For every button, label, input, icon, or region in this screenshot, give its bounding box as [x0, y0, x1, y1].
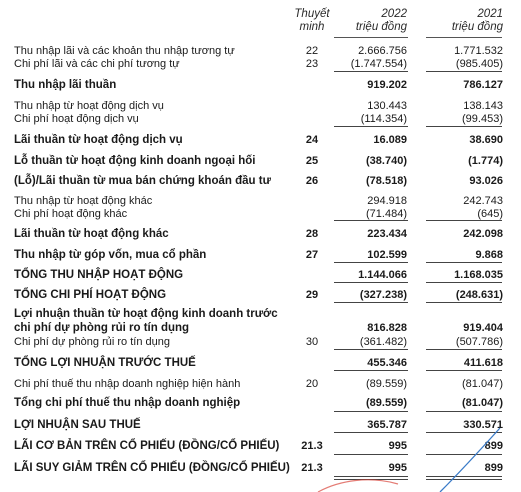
- row-note: 30: [305, 336, 319, 348]
- row-label: Chi phí dự phòng rủi ro tín dụng: [14, 336, 170, 348]
- value-2021: 899: [484, 462, 503, 474]
- value-2021: (1.774): [468, 155, 503, 167]
- value-2022: (38.740): [366, 155, 407, 167]
- year-2021-label: 2021: [477, 8, 503, 20]
- value-2022: (1.747.554): [350, 58, 407, 70]
- value-2022: 455.346: [367, 357, 407, 369]
- row-label: TỔNG THU NHẬP HOẠT ĐỘNG: [14, 269, 184, 281]
- value-2022: (89.559): [366, 397, 407, 409]
- value-2021: (81.047): [462, 378, 503, 390]
- value-2021: (248.631): [455, 289, 503, 301]
- row-label: TỔNG LỢI NHUẬN TRƯỚC THUẾ: [14, 357, 196, 369]
- value-2021: 411.618: [463, 357, 503, 369]
- row-note: 29: [305, 289, 319, 301]
- row-label: Thu nhập từ hoạt động dịch vụ: [14, 100, 164, 112]
- value-2022: 16.089: [373, 134, 407, 146]
- row-label: LỢI NHUẬN SAU THUẾ: [14, 419, 141, 431]
- row-label: TỔNG CHI PHÍ HOẠT ĐỘNG: [14, 289, 167, 301]
- note-header-line2: minh: [299, 21, 325, 33]
- value-2022: 294.918: [367, 195, 407, 207]
- row-note: 22: [305, 45, 319, 57]
- note-header-line1: Thuyết: [294, 8, 330, 20]
- value-2021: (507.786): [455, 336, 503, 348]
- value-2022: 995: [388, 462, 407, 474]
- value-2022: 1.144.066: [358, 269, 407, 281]
- row-note: 28: [305, 228, 319, 240]
- row-label: Lãi thuần từ hoạt động dịch vụ: [14, 134, 183, 146]
- row-label: Lỗ thuần từ hoạt động kinh doanh ngoại hối: [14, 155, 256, 167]
- row-label: Lợi nhuận thuần từ hoạt động kinh doanh trước chi phí dự phòng rủi ro tín dụng: [14, 308, 278, 334]
- row-label: Thu nhập từ góp vốn, mua cổ phần: [14, 249, 207, 261]
- row-label: LÃI SUY GIẢM TRÊN CỔ PHIẾU (ĐỒNG/CỔ PHIẾU): [14, 462, 290, 474]
- value-2021: 138.143: [463, 100, 503, 112]
- row-label: Chi phí lãi và các chi phí tương tự: [14, 58, 180, 70]
- value-2022: (327.238): [359, 289, 407, 301]
- value-2022: (78.518): [366, 175, 407, 187]
- row-label: Chi phí hoạt động dịch vụ: [14, 113, 139, 125]
- row-note: 21.3: [301, 440, 323, 452]
- value-2022: (89.559): [366, 378, 407, 390]
- row-note: 21.3: [301, 462, 323, 474]
- value-2022: (361.482): [359, 336, 407, 348]
- value-2021: 919.404: [463, 322, 503, 334]
- value-2021: (645): [477, 208, 503, 220]
- row-note: 25: [305, 155, 319, 167]
- unit-2021-label: triệu đồng: [451, 21, 503, 33]
- row-note: 27: [305, 249, 319, 261]
- unit-2022-label: triệu đồng: [355, 21, 407, 33]
- row-note: 20: [305, 378, 319, 390]
- row-label: Thu nhập lãi thuần: [14, 79, 117, 91]
- value-2022: 102.599: [367, 249, 407, 261]
- row-note: 26: [305, 175, 319, 187]
- value-2021: 786.127: [463, 79, 503, 91]
- value-2021: 330.571: [463, 419, 503, 431]
- value-2022: 919.202: [367, 79, 407, 91]
- value-2022: 365.787: [367, 419, 407, 431]
- value-2022: 2.666.756: [358, 45, 407, 57]
- row-label: Chi phí thuế thu nhập doanh nghiệp hiện hành: [14, 378, 241, 390]
- value-2021: 93.026: [469, 175, 503, 187]
- value-2022: 816.828: [367, 322, 407, 334]
- row-label: Chi phí hoạt động khác: [14, 208, 128, 220]
- row-note: 24: [305, 134, 319, 146]
- row-label: Thu nhập lãi và các khoản thu nhập tương tự: [14, 45, 235, 57]
- row-label: (Lỗ)/Lãi thuần từ mua bán chứng khoán đầu tư: [14, 175, 271, 187]
- value-2021: 38.690: [469, 134, 503, 146]
- value-2021: 242.743: [463, 195, 503, 207]
- value-2021: (81.047): [462, 397, 503, 409]
- year-2022-label: 2022: [381, 8, 407, 20]
- value-2021: 242.098: [463, 228, 503, 240]
- value-2021: 9.868: [475, 249, 503, 261]
- row-label: LÃI CƠ BẢN TRÊN CỔ PHIẾU (ĐỒNG/CỔ PHIẾU): [14, 440, 280, 452]
- value-2021: 1.771.532: [454, 45, 503, 57]
- value-2022: 995: [388, 440, 407, 452]
- row-label: Thu nhập từ hoạt động khác: [14, 195, 153, 207]
- row-label: Tổng chi phí thuế thu nhập doanh nghiệp: [14, 397, 241, 409]
- value-2021: (99.453): [462, 113, 503, 125]
- stamp-edge: [318, 480, 398, 492]
- value-2022: 130.443: [367, 100, 407, 112]
- row-label: Lãi thuần từ hoạt động khác: [14, 228, 169, 240]
- value-2022: (71.484): [366, 208, 407, 220]
- value-2021: 899: [484, 440, 503, 452]
- value-2021: 1.168.035: [454, 269, 503, 281]
- value-2022: 223.434: [367, 228, 407, 240]
- value-2021: (985.405): [455, 58, 503, 70]
- row-note: 23: [305, 58, 319, 70]
- value-2022: (114.354): [360, 113, 407, 125]
